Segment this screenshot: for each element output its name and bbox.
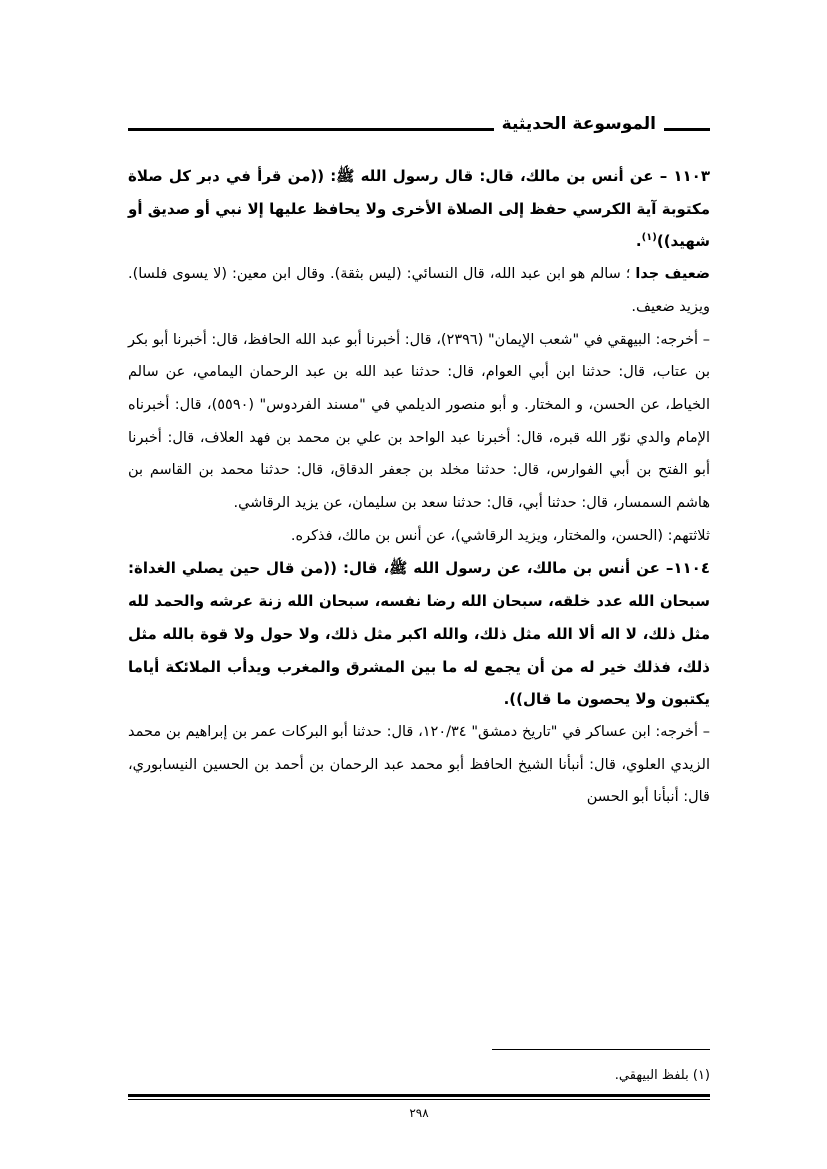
grading-paragraph — [128, 258, 710, 323]
takhrij-1103: – أخرجه: البيهقي في "شعب الإيمان" (٢٣٩٦)، قال: أخبرنا أبو عبد الله الحافظ، قال: أخبرنا أبو بكر بن عتاب، قال: حدثنا ابن أبي العوام، قال: حدثنا عبد الله بن عبد الرحمان اليمامي، عن سالم الخياط، عن الحسن، و المختار. و أبو منصور الديلمي في "مسند الفردوس" (٥٥٩٠)، قال: أخبرناه الإمام والدي نوّر الله قبره، قال: أخبرنا عبد الواحد بن علي بن محمد بن فهد العلاف، قال: أخبرنا أبو الفتح بن أبي الفوارس، قال: حدثنا مخلد بن جعفر الدقاق، قال: حدثنا محمد بن القاسم بن هاشم السمسار، قال: حدثنا أبي، قال: حدثنا سعد بن سليمان، عن يزيد الرقاشي. — [128, 331, 710, 512]
footnote-marker[interactable]: (١) — [641, 232, 657, 244]
header-rule-short — [666, 128, 710, 131]
takhrij-1104: – أخرجه: ابن عساكر في "تاريخ دمشق" ١٢٠/٣٤، قال: حدثنا أبو البركات عمر بن إبراهيم بن محمد الزيدي العلوي، قال: أنبأنا الشيخ الحافظ أبو محمد عبد الرحمان بن أحمد بن الحسين النيسابوري، قال: أنبأنا أبو الحسن — [128, 723, 710, 806]
hadith-1103-text: ١١٠٣ – عن أنس بن مالك، قال: قال رسول الله ﷺ: ((من قرأ في دبر كل صلاة مكتوبة آية الكرسي حفظ إلى الصلاة الأخرى ولا يحافظ عليها إلا نبي أو صديق أو شهيد)) — [128, 167, 710, 251]
hadith-1103-end: . — [635, 232, 642, 251]
hadith-1103 — [128, 160, 710, 258]
header-title: الموسوعة الحديثية — [494, 113, 664, 135]
footnote: (١) بلفظ البيهقي. — [614, 1068, 710, 1083]
grading-text: ؛ سالم هو ابن عبد الله، قال النسائي: (ليس بثقة). وقال ابن معين: (لا يسوى فلسا). ويزيد ضعيف. — [128, 266, 710, 315]
grading-lead: ضعيف جدا — [635, 266, 711, 283]
page-body — [128, 160, 710, 814]
page-number: ٢٩٨ — [409, 1106, 429, 1120]
running-header — [128, 112, 710, 138]
footnote-separator — [492, 1049, 710, 1050]
footer-rule-thin — [128, 1099, 710, 1100]
hadith-1104: ١١٠٤– عن أنس بن مالك، عن رسول الله ﷺ، قال: ((من قال حين يصلي الغداة: سبحان الله عدد خلقه، سبحان الله رضا نفسه، سبحان الله زنة عرشه والحمد لله مثل ذلك، لا اله ألا الله مثل ذلك، والله اكبر مثل ذلك، ولا حول ولا قوة بالله مثل ذلك، فذلك خير له من أن يجمع له ما بين المشرق والمغرب ويدأب الملائكة أياما يكتبون ولا يحصون ما قال)). — [128, 559, 710, 709]
summary-1103: ثلاثتهم: (الحسن، والمختار، ويزيد الرقاشي)، عن أنس بن مالك، فذكره. — [290, 527, 710, 544]
footer-rule — [128, 1094, 710, 1097]
